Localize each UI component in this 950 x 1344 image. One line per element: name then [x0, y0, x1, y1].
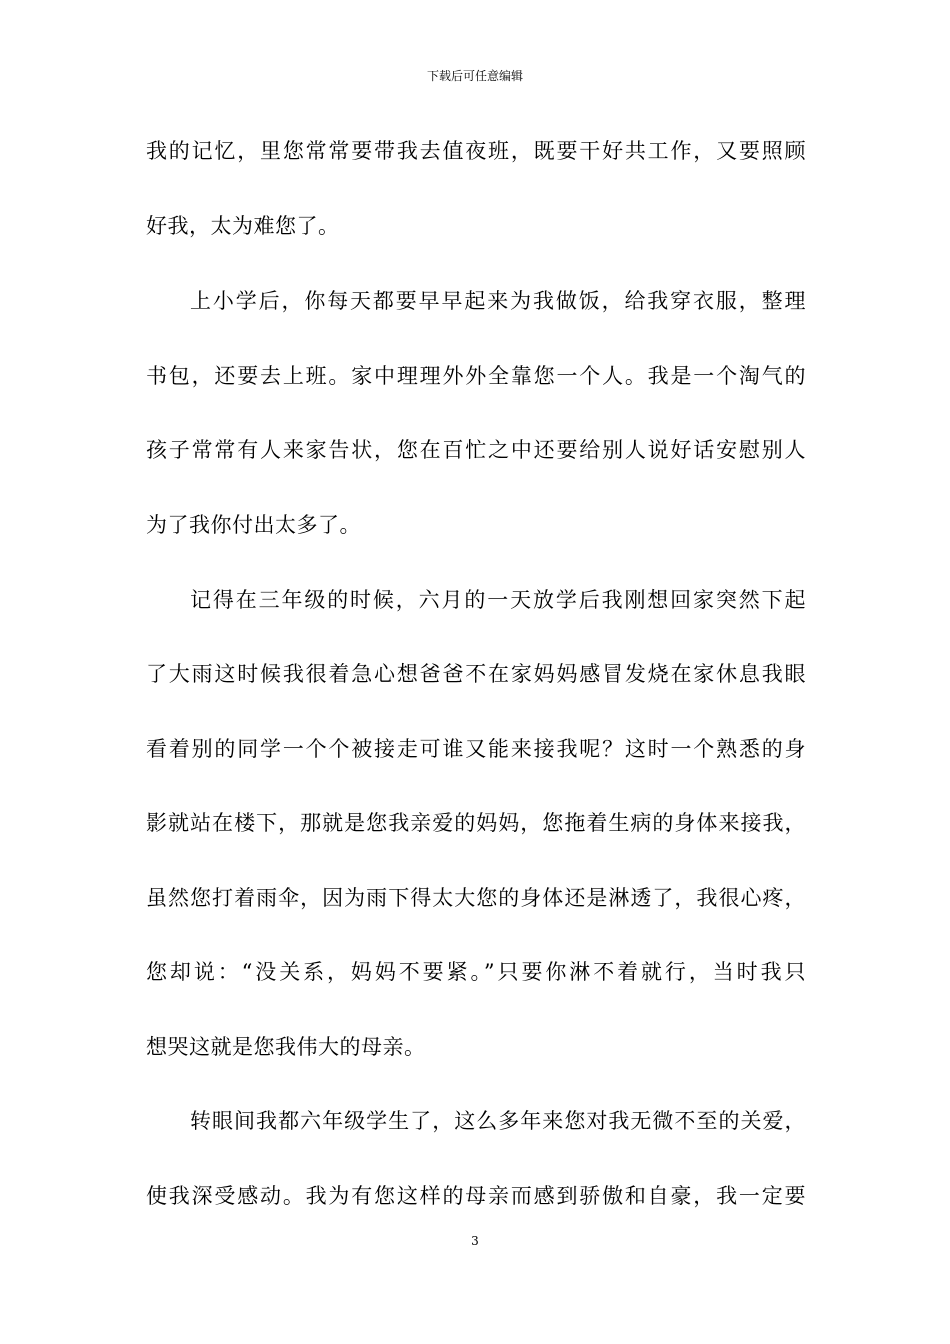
page-number: 3: [471, 1234, 479, 1248]
text-line-15: 使我深受感动。我为有您这样的母亲而感到骄傲和自豪，我一定要: [146, 1184, 806, 1208]
text-line-3: 上小学后，你每天都要早早起来为我做饭，给我穿衣服，整理: [190, 289, 806, 313]
text-line-11: 虽然您打着雨伞，因为雨下得太大您的身体还是淋透了，我很心疼，: [146, 886, 806, 910]
text-line-13: 想哭这就是您我伟大的母亲。: [146, 1035, 426, 1059]
text-line-12: 您却说：“没关系，妈妈不要紧。”只要你淋不着就行，当时我只: [146, 960, 806, 984]
text-line-1: 我的记忆，里您常常要带我去值夜班，既要干好共工作，又要照顾: [146, 139, 806, 163]
text-line-4: 书包，还要去上班。家中理理外外全靠您一个人。我是一个淘气的: [146, 364, 806, 388]
text-line-7: 记得在三年级的时候，六月的一天放学后我刚想回家突然下起: [190, 588, 806, 612]
text-line-5: 孩子常常有人来家告状，您在百忙之中还要给别人说好话安慰别人: [146, 438, 806, 462]
page-header: 下载后可任意编辑: [426, 69, 523, 83]
text-line-14: 转眼间我都六年级学生了，这么多年来您对我无微不至的关爱，: [190, 1109, 806, 1133]
text-line-6: 为了我你付出太多了。: [146, 513, 361, 537]
text-line-2: 好我，太为难您了。: [146, 214, 340, 238]
text-line-8: 了大雨这时候我很着急心想爸爸不在家妈妈感冒发烧在家休息我眼: [146, 662, 806, 686]
text-line-9: 看着别的同学一个个被接走可谁又能来接我呢？这时一个熟悉的身: [146, 737, 806, 761]
text-line-10: 影就站在楼下，那就是您我亲爱的妈妈，您拖着生病的身体来接我，: [146, 811, 806, 835]
